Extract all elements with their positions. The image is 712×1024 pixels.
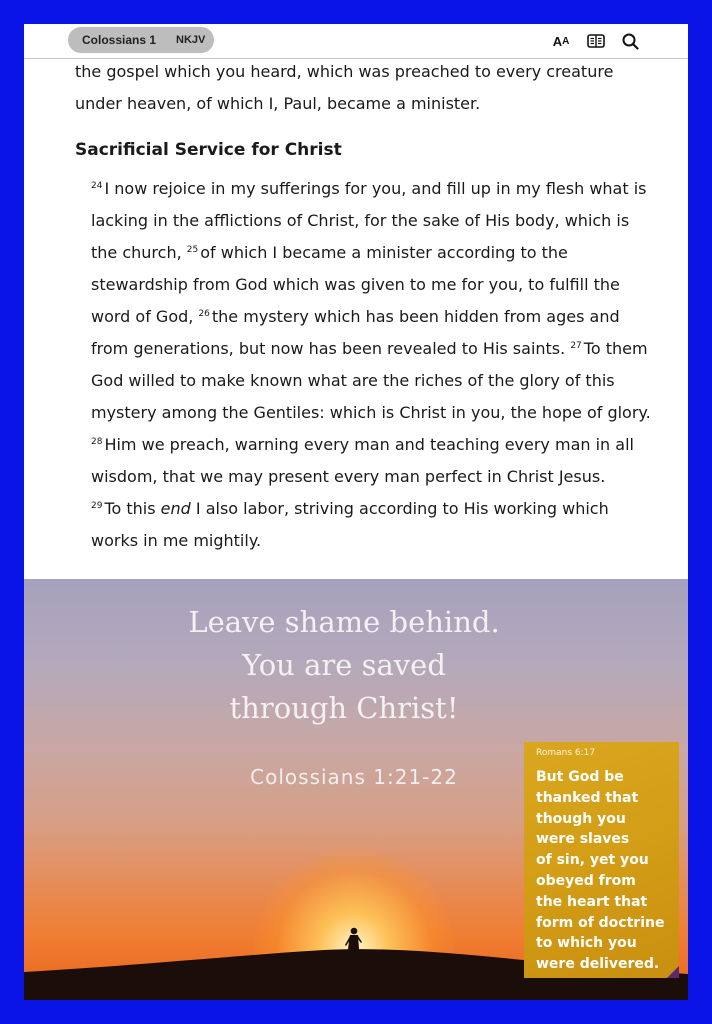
title-line-3: through Christ! [229, 691, 459, 725]
verse-29-end[interactable]: I also labor, striving according to His working which works in me mightily. [91, 499, 609, 550]
parallel-view-icon[interactable] [586, 31, 606, 51]
card-line: though you [536, 810, 626, 827]
card-line: of sin, yet you [536, 852, 649, 869]
verse-27[interactable]: To them God willed to make known what are the riches of the glory of this mystery among the Gentiles: which is Christ in you, the hope of glory. [91, 339, 651, 422]
verse-29-italic[interactable]: end [160, 499, 191, 518]
text-size-small-letter: A [562, 35, 570, 47]
verse-26[interactable]: the mystery which has been hidden from ages and from generations, but now has been revealed to His saints. [91, 307, 620, 358]
card-corner-fold [667, 966, 679, 978]
text-size-icon[interactable] [550, 31, 572, 51]
verse-number-26[interactable]: 26 [198, 308, 210, 319]
top-toolbar [24, 24, 688, 59]
verse-number-24[interactable]: 24 [91, 180, 103, 191]
verses-paragraph [75, 173, 655, 557]
verse-card[interactable] [524, 742, 679, 978]
card-line: But God be [536, 769, 624, 785]
card-line: the heart that [536, 893, 648, 910]
version-button[interactable]: NKJV [176, 34, 206, 46]
search-icon[interactable] [620, 31, 640, 51]
devotional-image[interactable] [24, 579, 688, 1000]
intro-paragraph [75, 56, 655, 120]
card-line: were delivered. [536, 956, 660, 973]
card-reference: Romans 6:17 [536, 748, 596, 758]
title-line-2: You are saved [242, 648, 446, 682]
verse-number-29[interactable]: 29 [91, 500, 103, 511]
person-silhouette [342, 927, 366, 971]
verse-29-start[interactable]: To this [104, 499, 161, 518]
card-line: to which you [536, 935, 637, 952]
card-line: form of doctrine [536, 914, 665, 931]
card-line: were slaves [536, 831, 630, 848]
devotional-title [124, 601, 564, 730]
reader-frame [24, 24, 688, 1000]
card-line: thanked that [536, 789, 639, 806]
devotional-reference: Colossians 1:21-22 [250, 765, 458, 789]
verse-number-25[interactable]: 25 [186, 244, 199, 255]
card-line: obeyed from [536, 872, 636, 889]
verse-28[interactable]: Him we preach, warning every man and teaching every man in all wisdom, that we may present every man perfect in Christ Jesus. [91, 435, 634, 486]
intro-line-2: under heaven, of which I, Paul, became a minister. [75, 94, 481, 113]
card-text [536, 767, 669, 975]
scripture-text [75, 56, 655, 557]
text-size-big-letter: A [552, 33, 563, 49]
reference-selector[interactable] [68, 27, 214, 53]
book-chapter-button[interactable]: Colossians 1 [82, 33, 157, 47]
verse-number-28[interactable]: 28 [91, 436, 103, 447]
verse-25[interactable]: of which I became a minister according to the stewardship from God which was given to me for you, to fulfill the word of God, [91, 243, 620, 326]
verse-24[interactable]: I now rejoice in my sufferings for you, and fill up in my flesh what is lacking in the afflictions of Christ, for the sake of His body, which is the church, [91, 179, 647, 262]
intro-line-1: the gospel which you heard, which was preached to every creature [75, 62, 614, 81]
section-heading: Sacrificial Service for Christ [75, 140, 342, 160]
verse-number-27[interactable]: 27 [570, 340, 582, 351]
title-line-1: Leave shame behind. [188, 605, 500, 639]
